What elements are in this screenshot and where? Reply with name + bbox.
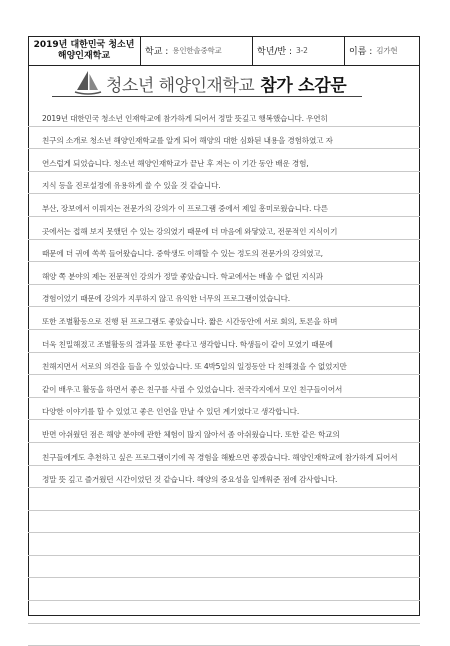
essay-line-text: 경험이었기 때문에 강의가 지루하지 않고 유익한 너무의 프로그램이었습니다. [42, 294, 291, 304]
essay-line [28, 127, 420, 150]
essay-line [28, 285, 420, 308]
essay-line-text: 친해지면서 서로의 의견을 들을 수 있었습니다. 또 4박5일의 일정동안 다 친해졌을 수 없었지만 [42, 362, 347, 372]
grade-value: 3-2 [296, 46, 308, 55]
name-cell [345, 36, 420, 65]
essay-line-text: 같이 배우고 활동을 하면서 좋은 친구를 사귈 수 있었습니다. 전국각지에서 모인 친구들이어서 [42, 384, 343, 394]
sailboat-logo-icon [74, 70, 102, 96]
title-program: 청소년 해양인재학교 [106, 75, 255, 96]
school-value: 용인한솔중학교 [172, 46, 222, 55]
blank-ruled-line [28, 556, 420, 579]
name-value: 김가현 [376, 46, 398, 55]
blank-ruled-line [28, 578, 420, 601]
header-table [28, 36, 420, 66]
essay-line-text: 친구의 소개로 청소년 해양인재학교를 알게 되어 해양의 대한 심화된 내용을 경험하였고 자 [42, 136, 333, 146]
essay-line [28, 443, 420, 466]
essay-line [28, 420, 420, 443]
blank-ruled-line [28, 601, 420, 624]
essay-line [28, 375, 420, 398]
essay-line [28, 330, 420, 353]
essay-line [28, 466, 420, 489]
essay-line [28, 398, 420, 421]
essay-line-text: 정말 뜻 깊고 즐거웠던 시간이었던 것 같습니다. 해양의 중요성을 일깨워준 점에 감사합니다. [42, 475, 338, 485]
essay-line-text: 2019년 대한민국 청소년 인재학교에 참가하게 되어서 정말 뜻깊고 행복했습니다. 우연히 [42, 113, 328, 123]
essay-line-text: 더욱 친밀해졌고 조별활동의 결과물 또한 좋다고 생각합니다. 학생들이 같이 모였기 때문에 [42, 339, 333, 349]
essay-line [28, 172, 420, 195]
essay-line-text: 다양한 이야기를 할 수 있었고 좋은 인연을 만날 수 있던 계기였다고 생각합니다. [42, 407, 300, 417]
essay-line-text: 지식 등을 진로설정에 유용하게 쓸 수 있을 것 같습니다. [42, 181, 221, 191]
title-area [28, 66, 420, 100]
title-underline [52, 96, 362, 97]
blank-ruled-line [28, 624, 420, 646]
essay-line [28, 262, 420, 285]
program-name-line1: 2019년 대한민국 청소년 [33, 39, 135, 50]
school-cell [141, 36, 253, 65]
essay-line-text: 또한 조별활동으로 진행 된 프로그램도 좋았습니다. 짧은 시간동안에 서로 회의, 토론을 하며 [42, 316, 338, 326]
essay-line [28, 217, 420, 240]
name-label: 이름 : [349, 47, 373, 57]
blank-ruled-line [28, 511, 420, 534]
program-name-cell [28, 36, 141, 65]
grade-cell [253, 36, 345, 65]
essay-line-text: 부산, 장보에서 이뤄지는 전문가의 강의가 이 프로그램 중에서 제일 흥미로웠습니다. 다른 [42, 203, 328, 213]
program-name-line2: 해양인재학교 [57, 50, 111, 61]
essay-line [28, 104, 420, 127]
essay-line-text: 친구들에게도 추천하고 싶은 프로그램이기에 꼭 경험을 해봤으면 좋겠습니다. 해양인재학교에 참가하게 되어서 [42, 452, 398, 462]
blank-ruled-line [28, 488, 420, 511]
essay-line [28, 240, 420, 263]
essay-line [28, 307, 420, 330]
essay-line [28, 353, 420, 376]
essay-line-text: 곳에서는 접해 보지 못했던 수 있는 강의였기 때문에 더 마음에 와닿았고, 전문적인 지식이기 [42, 226, 338, 236]
essay-body [28, 104, 420, 646]
blank-ruled-line [28, 533, 420, 556]
essay-line-text: 연스럽게 되었습니다. 청소년 해양인재학교가 끝난 후 저는 이 기간 동안 배운 경험, [42, 158, 309, 168]
school-label: 학교 : [145, 47, 169, 57]
essay-line-text: 해양 쪽 분야의 제는 전문적인 강의가 정말 좋았습니다. 학교에서는 배울 수 없던 지식과 [42, 271, 323, 281]
essay-line [28, 194, 420, 217]
essay-line-text: 때문에 더 귀에 쏙쏙 들어왔습니다. 중학생도 이해할 수 있는 정도의 전문가의 강의였고, [42, 249, 323, 259]
grade-label: 학년/반 : [257, 47, 293, 57]
essay-line-text: 반면 아쉬웠던 점은 해양 분야에 관한 체험이 많지 않아서 좀 아쉬웠습니다. 또한 같은 학교의 [42, 429, 340, 439]
essay-line [28, 149, 420, 172]
title-essay: 참가 소감문 [260, 75, 347, 96]
